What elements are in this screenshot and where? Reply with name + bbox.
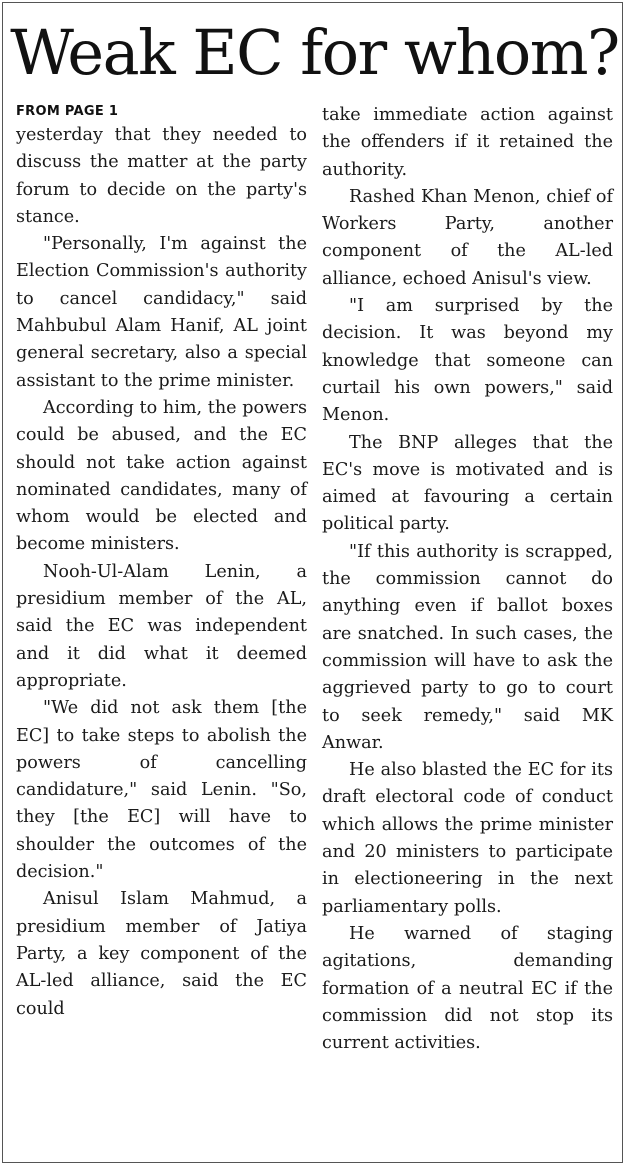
paragraph-left-3: According to him, the powers could be abused, and the EC should not take action against nominated candidates, many of whom would be elected and become ministers. xyxy=(16,397,307,555)
headline: Weak EC for whom? xyxy=(10,16,619,89)
paragraph-left-2: "Personally, I'm against the Election Commission's authority to cancel candidacy," said Mahbubul Alam Hanif, AL joint general secretary, also a special assistant to the prime minister. xyxy=(16,234,307,391)
paragraph-right-2: Rashed Khan Menon, chief of Workers Party, another component of the AL-led alliance, echoed Anisul's view. xyxy=(322,186,613,289)
paragraph-left-6: Anisul Islam Mahmud, a presidium member of Jatiya Party, a key component of the AL-led alliance, said the EC could xyxy=(16,889,307,1019)
paragraph-left-5: "We did not ask them [the EC] to take steps to abolish the powers of cancelling candidature," said Lenin. "So, they [the EC] will have to shoulder the outcomes of the decision." xyxy=(16,698,307,883)
paragraph-right-5: "If this authority is scrapped, the commission cannot do anything even if ballot boxes are snatched. In such cases, the commission will have to ask the aggrieved party to go to court to seek remedy," said MK Anwar. xyxy=(322,541,613,753)
paragraph-right-4: The BNP alleges that the EC's move is motivated and is aimed at favouring a certain political party. xyxy=(322,432,613,535)
right-column xyxy=(322,102,613,1057)
continuation-kicker: FROM PAGE 1 xyxy=(16,104,119,119)
paragraph-right-6: He also blasted the EC for its draft electoral code of conduct which allows the prime minister and 20 ministers to participate in electioneering in the next parliamentary polls. xyxy=(322,760,613,917)
paragraph-right-7: He warned of staging agitations, demanding formation of a neutral EC if the commission did not stop its current activities. xyxy=(322,923,613,1054)
paragraph-right-1: take immediate action against the offenders if it retained the authority. xyxy=(322,105,613,180)
left-column xyxy=(16,102,307,1023)
paragraph-right-3: "I am surprised by the decision. It was beyond my knowledge that someone can curtail his own powers," said Menon. xyxy=(322,296,613,426)
paragraph-left-1: yesterday that they needed to discuss the matter at the party forum to decide on the party's stance. xyxy=(16,125,307,227)
paragraph-left-4: Nooh-Ul-Alam Lenin, a presidium member of the AL, said the EC was independent and it did what it deemed appropriate. xyxy=(16,561,307,691)
